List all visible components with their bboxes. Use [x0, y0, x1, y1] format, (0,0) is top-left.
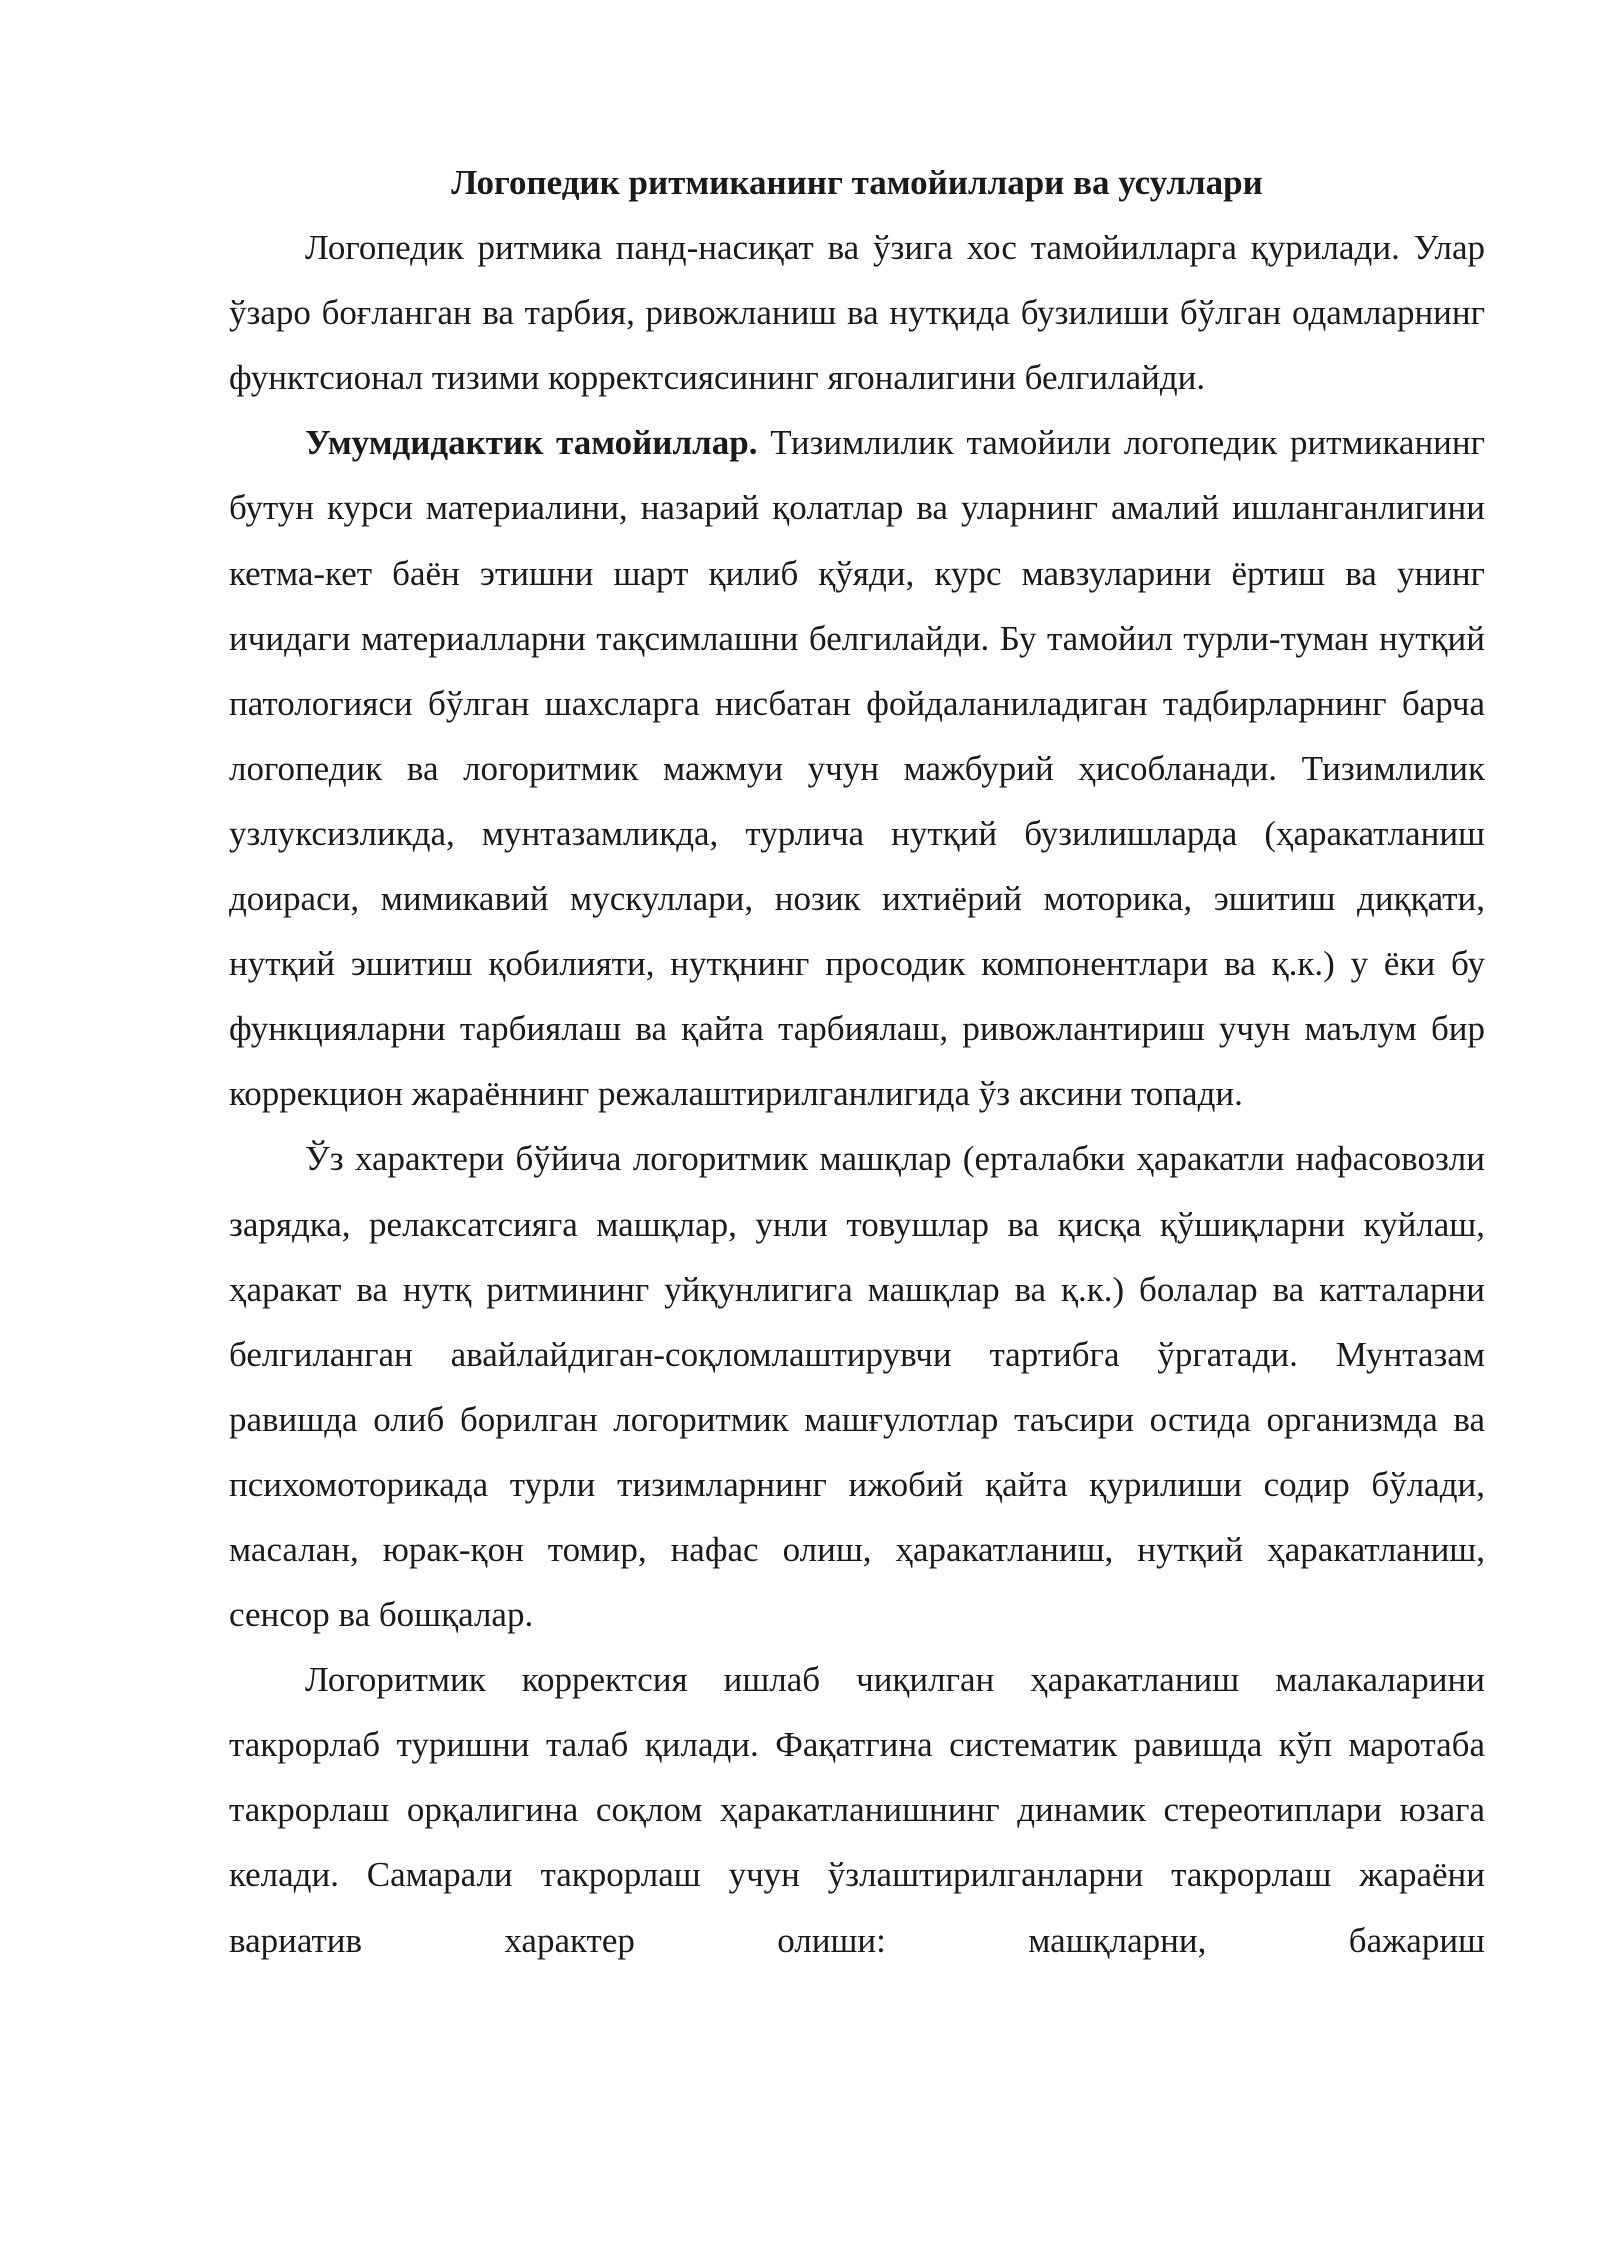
document-body — [229, 150, 1485, 1973]
document-title: Логопедик ритмиканинг тамойиллари ва усуллари — [451, 163, 1263, 202]
paragraph-general-didactic — [229, 410, 1485, 1126]
paragraph-logorhythmic-exercises: Ўз характери бўйича логоритмик машқлар (ерталабки ҳаракатли нафасовозли зарядка, релаксатсияга машқлар, унли товушлар ва қисқа қўшиқларни куйлаш, ҳаракат ва нутқ ритмининг уйқунлигига машқлар ва қ.к.) болалар ва катталарни белгиланган авайлайдиган-соқломлаштирувчи тартибга ўргатади. Мунтазам равишда олиб борилган логоритмик машғулотлар таъсири остида организмда ва психомоторикада турли тизимларнинг ижобий қайта қурилиши содир бўлади, масалан, юрак-қон томир, нафас олиш, ҳаракатланиш, нутқий ҳаракатланиш, сенсор ва бошқалар. — [229, 1139, 1485, 1635]
paragraph-body-text: Тизимлилик тамойили логопедик ритмиканинг бутун курси материалини, назарий қолатлар ва уларнинг амалий ишланганлигини кетма-кет баён этишни шарт қилиб қўяди, курс мавзуларини ёртиш ва унинг ичидаги материалларни тақсимлашни белгилайди. Бу тамойил турли-туман нутқий патологияси бўлган шахсларга нисбатан фойдаланиладиган тадбирларнинг барча логопедик ва логоритмик мажмуи учун мажбурий ҳисобланади. Тизимлилик узлуксизликда, мунтазамликда, турлича нутқий бузилишларда (ҳаракатланиш доираси, мимикавий мускуллари, нозик ихтиёрий моторика, эшитиш диққати, нутқий эшитиш қобилияти, нутқнинг просодик компонентлари ва қ.к.) у ёки бу функцияларни тарбиялаш ва қайта тарбиялаш, ривожлантириш учун маълум бир коррекцион жараённинг режалаштирилганлигида ўз аксини топади. — [229, 423, 1485, 1114]
paragraph-lead-heading: Умумдидактик тамойиллар. — [305, 423, 758, 463]
paragraph-repetition: Логоритмик корректсия ишлаб чиқилган ҳаракатланиш малакаларини такрорлаб туришни талаб қилади. Фақатгина систематик равишда кўп маротаба такрорлаш орқалигина соқлом ҳаракатланишнинг динамик стереотиплари юзага келади. Самарали такрорлаш учун ўзлаштирилганларни такрорлаш жараёни вариатив характер олиши: машқларни, бажариш — [229, 1660, 1485, 1960]
paragraph-intro: Логопедик ритмика панд-насиқат ва ўзига хос тамойилларга қурилади. Улар ўзаро боғланган ва тарбия, ривожланиш ва нутқида бузилиши бўлган одамларнинг функтсионал тизими корректсиясининг ягоналигини белгилайди. — [229, 228, 1485, 398]
